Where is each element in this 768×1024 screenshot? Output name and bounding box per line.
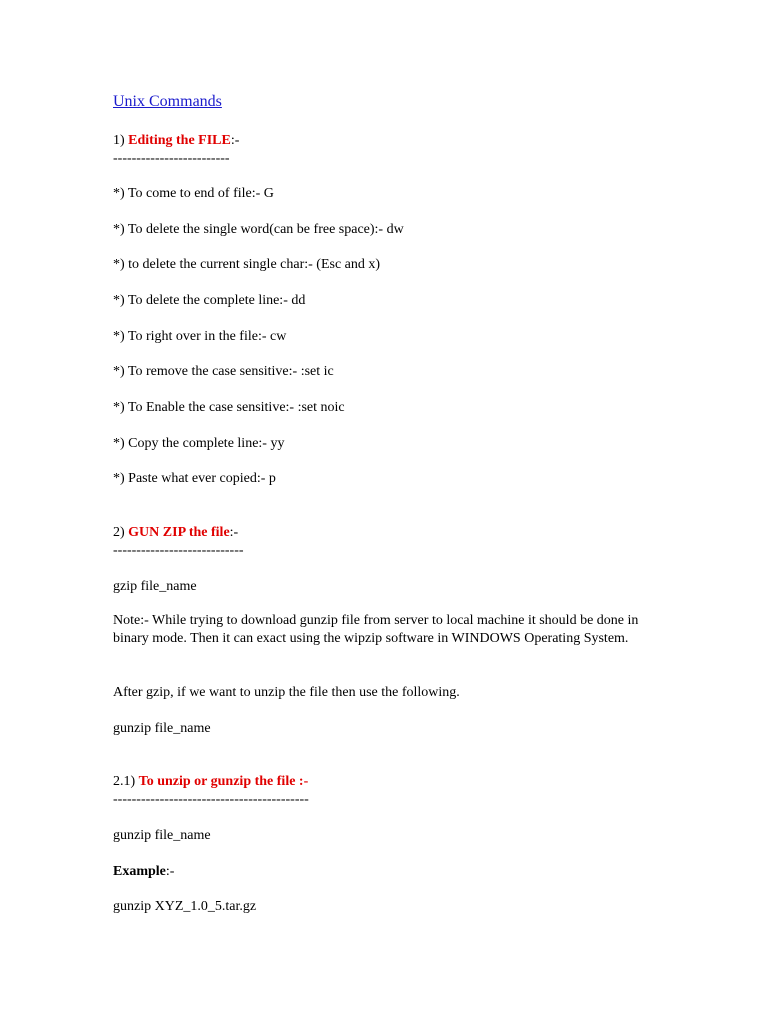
section-2-suffix: :- bbox=[229, 525, 239, 540]
list-item: *) To remove the case sensitive:- :set ic bbox=[113, 364, 334, 379]
section-1-title: Editing the FILE bbox=[128, 133, 231, 148]
list-item: *) Copy the complete line:- yy bbox=[113, 436, 285, 451]
page-title[interactable]: Unix Commands bbox=[113, 93, 222, 110]
section-2-1-heading bbox=[113, 773, 308, 790]
note-paragraph: Note:- While trying to download gunzip file from server to local machine it should be done in binary mode. Then it can exact using the wipzip software in WINDOWS Operating System. bbox=[113, 613, 639, 646]
command-text: gunzip file_name bbox=[113, 828, 211, 843]
section-2-number: 2) bbox=[113, 525, 129, 540]
command-text: gzip file_name bbox=[113, 579, 197, 594]
list-item: *) To delete the complete line:- dd bbox=[113, 293, 306, 308]
section-2-1-title: To unzip or gunzip the file :- bbox=[138, 774, 309, 789]
example-suffix: :- bbox=[165, 864, 175, 879]
list-item: *) To come to end of file:- G bbox=[113, 186, 274, 201]
command-text: gunzip file_name bbox=[113, 721, 211, 736]
section-2-heading bbox=[113, 524, 238, 541]
list-item: *) To Enable the case sensitive:- :set noic bbox=[113, 400, 345, 415]
example-label bbox=[113, 863, 174, 880]
example-label-text: Example bbox=[113, 864, 166, 879]
after-gzip-text: After gzip, if we want to unzip the file then use the following. bbox=[113, 685, 460, 700]
section-1-divider: ------------------------- bbox=[113, 151, 230, 166]
list-item: *) to delete the current single char:- (Esc and x) bbox=[113, 257, 381, 272]
section-2-divider: ---------------------------- bbox=[113, 543, 244, 558]
list-item: *) Paste what ever copied:- p bbox=[113, 471, 276, 486]
section-1-heading bbox=[113, 132, 239, 149]
section-2-1-divider: ------------------------------------------ bbox=[113, 792, 309, 807]
section-2-1-number: 2.1) bbox=[113, 774, 139, 789]
section-2-title: GUN ZIP the file bbox=[128, 525, 230, 540]
list-item: *) To right over in the file:- cw bbox=[113, 329, 287, 344]
example-command: gunzip XYZ_1.0_5.tar.gz bbox=[113, 899, 257, 914]
list-item: *) To delete the single word(can be free space):- dw bbox=[113, 222, 404, 237]
section-1-suffix: :- bbox=[230, 133, 240, 148]
section-1-number: 1) bbox=[113, 133, 129, 148]
